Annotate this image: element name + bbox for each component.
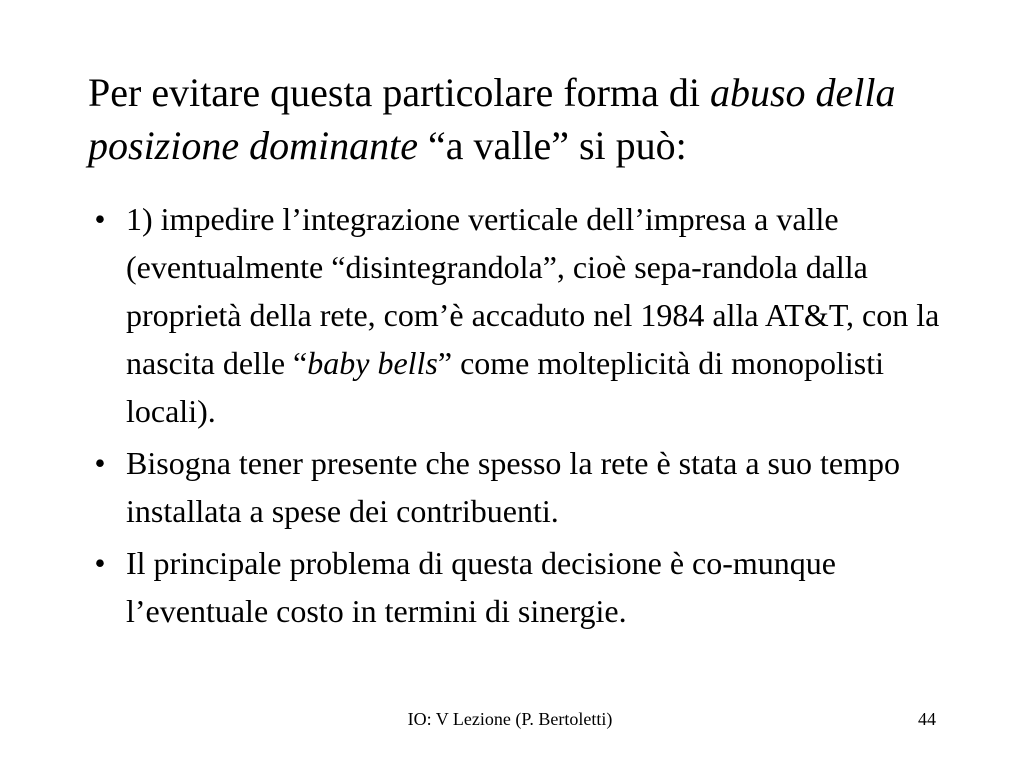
slide-title [88,66,948,172]
bullet-list [88,195,948,636]
footer-lecture-label: IO: V Lezione (P. Bertoletti) [407,709,613,729]
footer-page-number: 44 [918,709,936,729]
bullet-2-text: Bisogna tener presente che spesso la rete è stata a suo tempo installata a spese dei contribuenti. [126,445,900,529]
bullet-1-text-part2: ” come molteplicità di monopolisti locali). [126,345,885,429]
bullet-item-1 [88,195,948,435]
bullet-1-italic-phrase: baby bells [307,345,438,381]
bullet-item-2 [88,439,948,535]
bullet-3-text: Il principale problema di questa decisione è co-munque l’eventuale costo in termini di sinergie. [126,545,836,629]
bullet-1-text-part1: 1) impedire l’integrazione verticale dell’impresa a valle (eventualmente “disintegrandola”, cioè sepa-randola dalla proprietà della rete, com’è accaduto nel 1984 alla AT&T, con la nascita delle “ [126,201,940,381]
bullet-marker: • [94,445,106,481]
bullet-marker: • [94,545,106,581]
title-italic-phrase: abuso della posizione dominante [88,70,896,168]
title-text-part1: Per evitare questa particolare forma di [88,70,710,115]
bullet-item-3 [88,539,948,635]
bullet-marker: • [94,201,106,237]
title-text-part2: “a valle” si può: [417,123,687,168]
